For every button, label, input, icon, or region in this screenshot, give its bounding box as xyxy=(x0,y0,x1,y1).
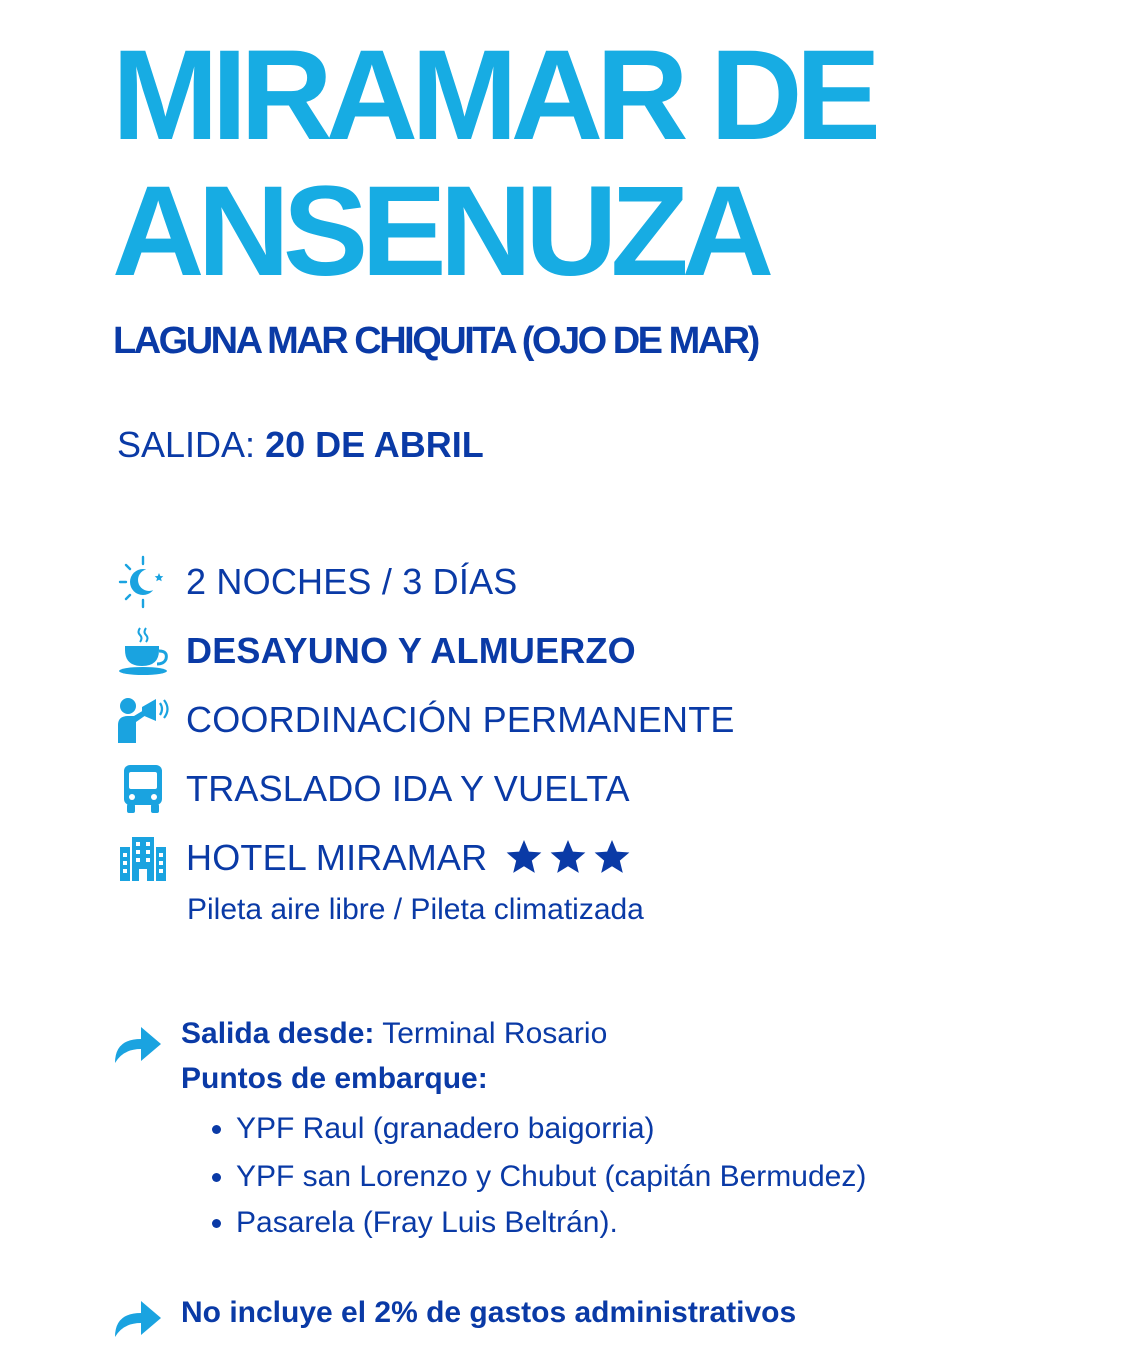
hotel-rating xyxy=(505,840,631,876)
list-item: • Pasarela (Fray Luis Beltrán). xyxy=(236,1201,866,1245)
footer-note: No incluye el 2% de gastos administrativos xyxy=(181,1296,797,1329)
departure-point-value: Terminal Rosario xyxy=(382,1017,608,1050)
feature-coordination xyxy=(116,693,735,747)
feature-text: TRASLADO IDA Y VUELTA xyxy=(186,768,630,809)
title-line-1: MIRAMAR DE xyxy=(112,24,874,167)
list-item: • YPF san Lorenzo y Chubut (capitán Bermudez) xyxy=(236,1153,866,1201)
feature-transfer xyxy=(116,762,630,816)
feature-text: COORDINACIÓN PERMANENTE xyxy=(186,699,735,740)
star-icon xyxy=(505,840,543,876)
arrow-icon xyxy=(113,1297,163,1339)
subtitle: LAGUNA MAR CHIQUITA (OJO DE MAR) xyxy=(113,320,758,362)
boarding-label: Puntos de embarque: xyxy=(181,1062,488,1095)
star-icon xyxy=(593,840,631,876)
feature-text: 2 NOCHES / 3 DÍAS xyxy=(186,561,518,602)
bus-icon xyxy=(116,762,170,816)
boarding-points-label xyxy=(181,1062,488,1096)
departure-value: 20 DE ABRIL xyxy=(265,424,484,465)
departure-point-label: Salida desde: xyxy=(181,1017,375,1050)
hotel-building-icon xyxy=(116,831,170,885)
arrow-icon xyxy=(113,1023,163,1065)
page-title xyxy=(112,24,874,303)
title-line-2: ANSENUZA xyxy=(112,160,768,303)
moon-sun-icon xyxy=(116,555,170,609)
boarding-points-list xyxy=(200,1105,866,1245)
hotel-note: Pileta aire libre / Pileta climatizada xyxy=(187,893,644,926)
departure-point xyxy=(181,1017,607,1051)
feature-hotel xyxy=(116,831,631,885)
star-icon xyxy=(549,840,587,876)
departure-date xyxy=(117,424,484,466)
list-item: • YPF Raul (granadero baigorria) xyxy=(236,1105,866,1153)
departure-label: SALIDA: xyxy=(117,424,256,465)
feature-text: HOTEL MIRAMAR xyxy=(186,837,488,878)
feature-nights xyxy=(116,555,518,609)
megaphone-guide-icon xyxy=(116,693,170,747)
feature-meals xyxy=(116,624,636,678)
coffee-cup-icon xyxy=(116,624,170,678)
feature-text: DESAYUNO Y ALMUERZO xyxy=(186,630,636,671)
